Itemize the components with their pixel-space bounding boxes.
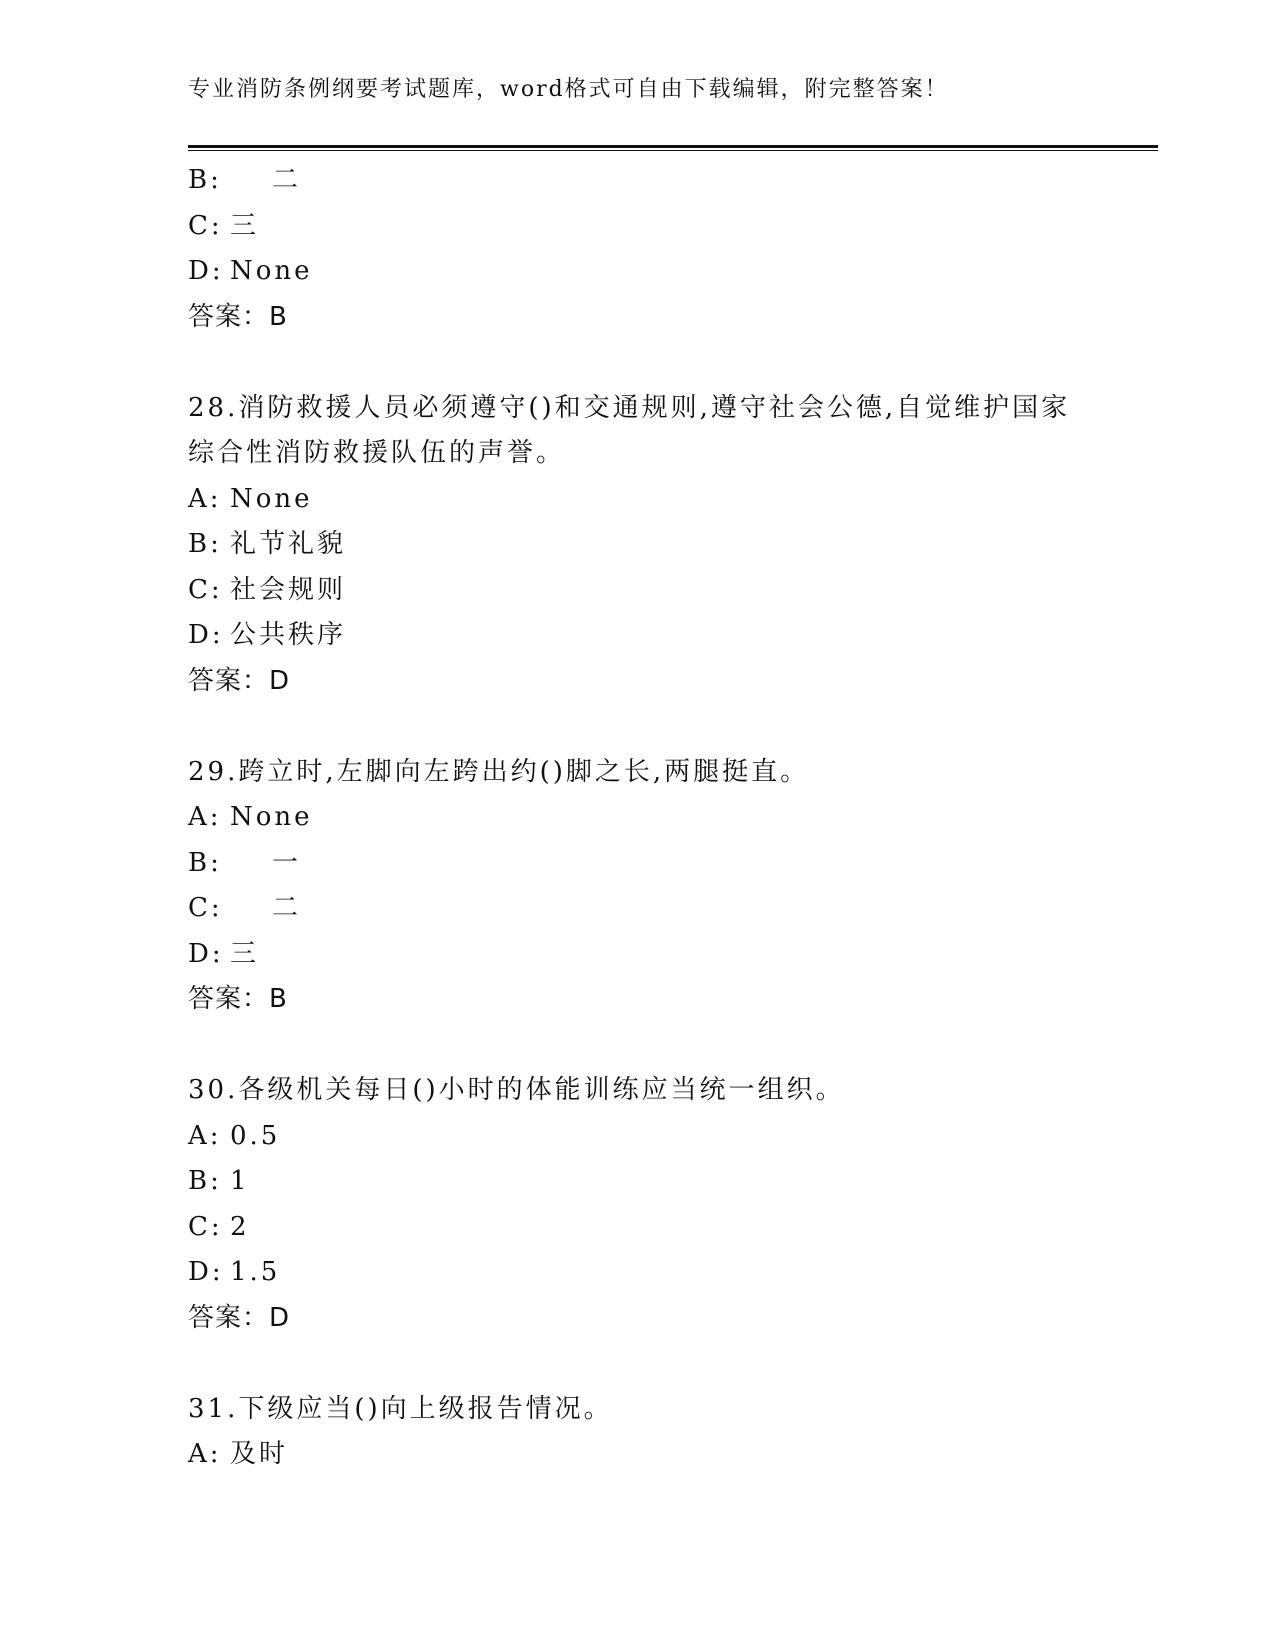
option-c [188,1205,1088,1251]
option-text: None [230,483,313,514]
question-28 [188,386,1088,705]
page-header: 专业消防条例纲要考试题库，word格式可自由下载编辑，附完整答案！ [188,77,949,102]
option-a [188,795,1088,841]
question-31 [188,1387,1088,1478]
option-text: 1 [230,1166,250,1196]
option-text: 公共秩序 [230,620,347,650]
option-d [188,1250,1088,1296]
question-text: 30.各级机关每日()小时的体能训练应当统一组织。 [188,1075,845,1105]
option-key: C: [188,893,223,923]
question-30 [188,1068,1088,1341]
question-content [188,158,1088,1478]
option-text: 二 [272,165,302,195]
option-c [188,204,1088,250]
option-text: 三 [230,938,260,969]
option-text: 0.5 [230,1120,281,1151]
spacer [188,1341,1088,1387]
question-text: 29.跨立时,左脚向左跨出约()脚之长,两腿挺直。 [188,756,810,787]
option-key: A: [188,483,222,514]
answer-line: 答案：B [188,984,288,1014]
header-rule-thick [188,145,1158,148]
question-text: 31.下级应当()向上级报告情况。 [188,1393,613,1424]
option-c [188,568,1088,614]
option-d [188,249,1088,295]
option-c [188,886,1088,932]
option-text: None [230,802,313,832]
question-text: 28.消防救援人员必须遵守()和交通规则,遵守社会公德,自觉维护国家综合性消防救援队伍的声誉。 [188,392,1071,468]
answer-line: 答案：D [188,1302,291,1333]
header-rule-thin [188,150,1158,151]
option-key: D: [188,938,224,969]
option-key: D: [188,256,224,286]
answer-line: 答案：B [188,301,288,332]
option-key: B: [188,1166,222,1196]
option-text: 三 [230,210,260,241]
option-key: C: [188,1211,223,1242]
option-text: 及时 [230,1439,289,1469]
option-a [188,477,1088,523]
option-key: A: [188,802,222,832]
option-a [188,1114,1088,1160]
option-key: B: [188,847,222,878]
option-text: 社会规则 [230,574,347,605]
question-29 [188,750,1088,1023]
question-fragment [188,158,1088,340]
option-text: 一 [272,847,302,878]
option-b [188,841,1088,887]
option-b [188,1159,1088,1205]
option-b [188,522,1088,568]
option-key: A: [188,1439,222,1469]
option-key: D: [188,1257,224,1287]
spacer [188,704,1088,750]
option-key: A: [188,1120,222,1151]
option-text: 1.5 [230,1257,281,1287]
option-b [188,158,1088,204]
option-key: C: [188,210,223,241]
option-key: C: [188,574,223,605]
option-text: 二 [272,893,302,923]
option-text: None [230,256,313,286]
option-d [188,613,1088,659]
option-d [188,932,1088,978]
option-text: 礼节礼貌 [230,529,347,559]
option-key: B: [188,165,222,195]
answer-line: 答案：D [188,665,291,696]
spacer [188,340,1088,386]
spacer [188,1023,1088,1069]
option-key: B: [188,529,222,559]
option-text: 2 [230,1211,250,1242]
option-a [188,1432,1088,1478]
option-key: D: [188,620,224,650]
